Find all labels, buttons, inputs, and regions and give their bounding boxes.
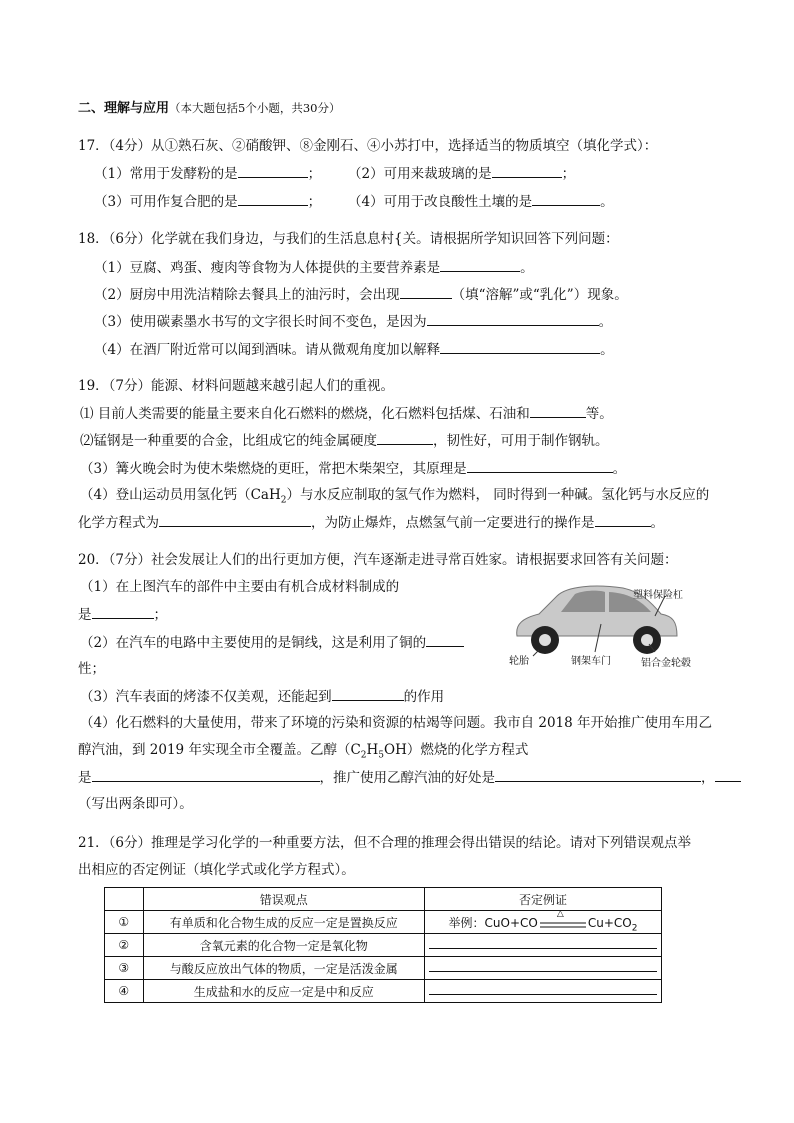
q20-part2-line2: 性；: [78, 661, 105, 677]
q18-blank3[interactable]: [427, 311, 599, 326]
q19-blank4[interactable]: [159, 512, 311, 527]
answer-blank[interactable]: [429, 938, 657, 949]
q18-stem: 18．（6分）化学就在我们身边，与我们的生活息息村{关。请根据所学知识回答下列问题：: [78, 231, 619, 247]
q18-part3-text: （3）使用碳素墨水书写的文字很长时间不变色，是因为: [94, 314, 427, 330]
q17-blank1[interactable]: [238, 163, 308, 178]
q17-part4: [348, 191, 614, 212]
q19-part2: [80, 430, 609, 451]
reaction-arrow: [538, 909, 588, 930]
q17-part2-text: （2）可用来裁玻璃的是: [348, 166, 492, 182]
q19-part3: [80, 458, 626, 479]
q20-part3: [80, 686, 444, 707]
q20-part3-text: （3）汽车表面的烤漆不仅美观，还能起到: [80, 689, 332, 705]
header-example: 否定例证: [425, 888, 662, 911]
q18-blank1[interactable]: [440, 257, 520, 272]
q19-part1-text: ⑴ 目前人类需要的能量主要来自化石燃料的燃烧，化石燃料包括煤、石油和: [80, 406, 530, 422]
row-claim: 与酸反应放出气体的物质，一定是活泼金属: [143, 957, 424, 980]
q19-part4-text4: ，为防止爆炸，点燃氢气前一定要进行的操作是: [311, 515, 595, 531]
q17-part2: [348, 163, 575, 184]
q20-part1: （1）在上图汽车的部件中主要由有机合成材料制成的: [80, 579, 400, 595]
header-claim: 错误观点: [143, 888, 424, 911]
q19-blank5[interactable]: [595, 512, 651, 527]
car-figure: [505, 580, 720, 670]
table-header-row: [105, 888, 662, 911]
q17-part1-text: （1）常用于发酵粉的是: [94, 166, 238, 182]
q19-blank1[interactable]: [530, 403, 586, 418]
example-prefix: 举例：: [448, 915, 485, 930]
q19-stem: 19．（7分）能源、材料问题越来越引起人们的重视。: [78, 378, 395, 394]
q19-end4: 。: [650, 515, 664, 531]
row-claim: 含氧元素的化合物一定是氧化物: [143, 934, 424, 957]
q20-stem: 20．（7分）社会发展让人们的出行更加方便，汽车逐渐走进寻常百姓家。请根据要求回答有关问题：: [78, 552, 678, 568]
q18-end3: 。: [598, 314, 613, 330]
equals-arrow-icon: [538, 918, 588, 932]
q20-part2: [80, 632, 464, 653]
q20-part1-sep: ；: [153, 607, 167, 623]
q18-part2-text: （2）厨房中用洗洁精除去餐具上的油污时，会出现: [94, 287, 400, 303]
header-blank: [105, 888, 144, 911]
row-number: ①: [105, 911, 144, 934]
q17-sep1: ；: [307, 166, 322, 182]
q17-stem: 17．（4分）从①熟石灰、②硝酸钾、⑧金刚石、④小苏打中，选择适当的物质填空（填化学式）：: [78, 138, 658, 154]
q20-part3-tail: 的作用: [403, 689, 445, 705]
q17-blank2[interactable]: [492, 163, 562, 178]
q20-part1-line2: [78, 604, 167, 625]
q20-blank3[interactable]: [332, 686, 404, 701]
q19-part4-text2: ）与水反应制取的氢气作为燃料， 同时得到一种碱。氢化钙与水反应的: [286, 487, 710, 503]
q20-blank5[interactable]: [495, 767, 701, 782]
q19-blank2[interactable]: [377, 430, 433, 445]
q20-part4-text4: ，推广使用乙醇汽油的好处是: [319, 770, 495, 786]
q17-part1: [94, 163, 321, 184]
section-heading: [78, 98, 340, 119]
q21-stem: 21．（6分）推理是学习化学的一种重要方法，但不合理的推理会得出错误的结论。请对下列错误观点举: [78, 835, 692, 851]
q20-part1-text2: 是: [78, 607, 92, 623]
q19-part4-text3: 化学方程式为: [78, 515, 159, 531]
q21-stem-line2: 出相应的否定例证（填化学式或化学方程式）。: [78, 862, 355, 878]
q18-blank2[interactable]: [400, 284, 452, 299]
q19-part4-sub: 2: [280, 495, 287, 506]
q20-part4-text3: OH）燃烧的化学方程式: [384, 742, 529, 758]
q20-blank6[interactable]: [715, 767, 741, 782]
row-number: ③: [105, 957, 144, 980]
row-example[interactable]: [425, 957, 662, 980]
q20-part4-text2: 醇汽油，到 2019 年实现全市全覆盖。乙醇（C: [78, 742, 361, 758]
heat-symbol: △: [556, 909, 564, 919]
q20-part4-h: H: [366, 742, 379, 758]
example-reactants: CuO+CO: [484, 915, 538, 930]
row-claim: 生成盐和水的反应一定是中和反应: [143, 980, 424, 1003]
q17-sep3: ；: [307, 194, 322, 210]
q18-part1: [94, 257, 534, 278]
q19-part1-tail: 等。: [585, 406, 613, 422]
label-rim: 铝合金轮毂: [641, 658, 691, 669]
q20-part4-line2: [78, 740, 528, 760]
row-example[interactable]: [425, 934, 662, 957]
q20-blank4[interactable]: [92, 767, 320, 782]
q18-part4-text: （4）在酒厂附近常可以闻到酒味。请从微观角度加以解释: [94, 342, 441, 358]
example-products: Cu+CO: [587, 915, 632, 930]
q17-part3: [94, 191, 321, 212]
q18-part2: [94, 284, 628, 305]
row-number: ②: [105, 934, 144, 957]
q19-part3-text: （3）篝火晚会时为使木柴燃烧的更旺，常把木柴架空，其原理是: [80, 461, 467, 477]
table-row: [105, 980, 662, 1003]
example-products-sub: 2: [631, 922, 638, 933]
table-row: [105, 934, 662, 957]
section-title: 二、理解与应用: [78, 101, 170, 116]
q21-table: [104, 887, 662, 1003]
q18-blank4[interactable]: [440, 339, 600, 354]
q19-blank3[interactable]: [467, 458, 613, 473]
q20-sub1: 2: [360, 750, 367, 761]
label-door: 钢架车门: [571, 656, 611, 667]
q17-part3-text: （3）可用作复合肥的是: [94, 194, 238, 210]
q18-end4: 。: [600, 342, 614, 358]
q20-part4-line3: [78, 767, 741, 788]
q20-part4: （4）化石燃料的大量使用，带来了环境的污染和资源的枯竭等问题。我市自 2018 年开始推广使用车用乙: [80, 715, 713, 731]
q19-part2-tail: ，韧性好，可用于制作钢轨。: [433, 433, 609, 449]
row-number: ④: [105, 980, 144, 1003]
q19-part4-line2: [78, 512, 664, 533]
answer-blank[interactable]: [429, 961, 657, 972]
q18-part2-tail: （填“溶解”或“乳化”）现象。: [451, 287, 628, 303]
q17-sep2: ；: [561, 166, 576, 182]
section-note: （本大题包括5个小题，共30分）: [169, 101, 341, 115]
q17-blank3[interactable]: [238, 191, 308, 206]
q18-part1-text: （1）豆腐、鸡蛋、瘦肉等食物为人体提供的主要营养素是: [94, 260, 441, 276]
q20-part2-text: （2）在汽车的电路中主要使用的是铜线，这是利用了铜的: [80, 635, 427, 651]
q18-part3: [94, 311, 612, 332]
q19-part4-text: （4）登山运动员用氢化钙（CaH: [80, 487, 281, 503]
q20-blank1[interactable]: [92, 604, 154, 619]
table-row: [105, 957, 662, 980]
row-claim: 有单质和化合物生成的反应一定是置换反应: [143, 911, 424, 934]
q18-end1: 。: [520, 260, 534, 276]
q17-end: 。: [600, 194, 614, 210]
q19-part1: [80, 403, 613, 424]
q20-sub2: 5: [378, 750, 385, 761]
q19-end3: 。: [612, 461, 627, 477]
row-example[interactable]: [425, 980, 662, 1003]
q20-part4-comma: ，: [701, 770, 715, 786]
q20-part4-line4: （写出两条即可）。: [78, 796, 193, 812]
label-bumper: 塑料保险杠: [633, 590, 683, 601]
q18-part4: [94, 339, 614, 360]
answer-blank[interactable]: [429, 984, 657, 995]
q17-blank4[interactable]: [532, 191, 600, 206]
table-row: [105, 911, 662, 934]
q17-part4-text: （4）可用于改良酸性土壤的是: [348, 194, 533, 210]
q19-part2-text: ⑵锰钢是一种重要的合金，比组成它的纯金属硬度: [80, 433, 377, 449]
q19-part4: [80, 485, 709, 505]
q20-blank2[interactable]: [426, 632, 464, 647]
label-tire: 轮胎: [509, 656, 529, 667]
q20-part4-shi: 是: [78, 770, 92, 786]
row-example: [425, 911, 662, 934]
